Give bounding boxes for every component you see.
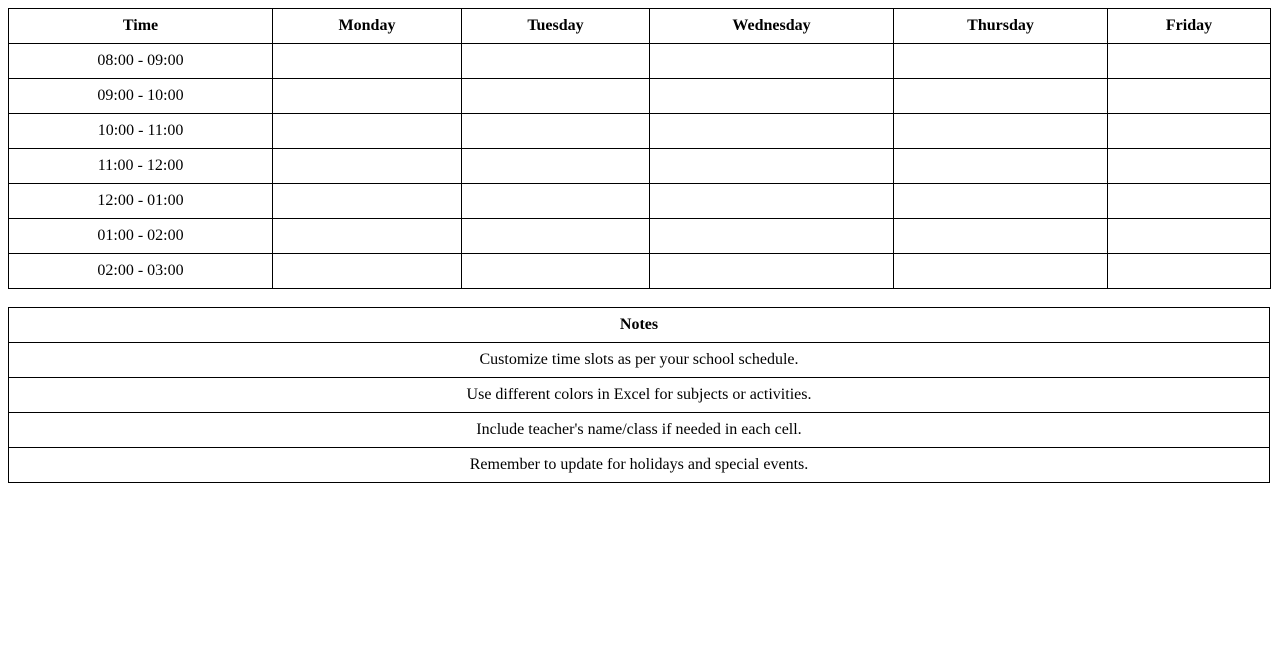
table-row: [9, 79, 1271, 114]
schedule-cell[interactable]: [273, 219, 462, 254]
schedule-cell[interactable]: [650, 254, 894, 289]
notes-header-row: [9, 308, 1270, 343]
schedule-cell[interactable]: [273, 114, 462, 149]
schedule-cell[interactable]: [462, 219, 650, 254]
schedule-cell[interactable]: [462, 184, 650, 219]
schedule-cell[interactable]: [1108, 114, 1271, 149]
schedule-cell[interactable]: [894, 149, 1108, 184]
table-row: [9, 114, 1271, 149]
schedule-cell[interactable]: [462, 254, 650, 289]
header-wednesday: Wednesday: [650, 9, 894, 44]
schedule-cell[interactable]: [650, 114, 894, 149]
time-slot: 09:00 - 10:00: [9, 79, 273, 114]
schedule-cell[interactable]: [894, 44, 1108, 79]
schedule-cell[interactable]: [273, 254, 462, 289]
header-monday: Monday: [273, 9, 462, 44]
table-row: [9, 254, 1271, 289]
list-item: [9, 343, 1270, 378]
schedule-cell[interactable]: [1108, 149, 1271, 184]
schedule-cell[interactable]: [273, 184, 462, 219]
list-item: [9, 413, 1270, 448]
schedule-cell[interactable]: [462, 114, 650, 149]
time-slot: 12:00 - 01:00: [9, 184, 273, 219]
note-text: Use different colors in Excel for subjects or activities.: [9, 378, 1270, 413]
header-friday: Friday: [1108, 9, 1271, 44]
schedule-cell[interactable]: [462, 44, 650, 79]
page-container: [8, 8, 1270, 483]
time-slot: 10:00 - 11:00: [9, 114, 273, 149]
schedule-cell[interactable]: [1108, 219, 1271, 254]
list-item: [9, 378, 1270, 413]
schedule-cell[interactable]: [650, 44, 894, 79]
header-thursday: Thursday: [894, 9, 1108, 44]
table-row: [9, 44, 1271, 79]
schedule-cell[interactable]: [1108, 254, 1271, 289]
schedule-cell[interactable]: [894, 219, 1108, 254]
notes-title: Notes: [9, 308, 1270, 343]
schedule-cell[interactable]: [1108, 184, 1271, 219]
schedule-cell[interactable]: [273, 44, 462, 79]
header-time: Time: [9, 9, 273, 44]
schedule-cell[interactable]: [650, 184, 894, 219]
schedule-cell[interactable]: [894, 114, 1108, 149]
schedule-cell[interactable]: [894, 254, 1108, 289]
schedule-cell[interactable]: [273, 149, 462, 184]
header-tuesday: Tuesday: [462, 9, 650, 44]
schedule-cell[interactable]: [650, 79, 894, 114]
schedule-cell[interactable]: [273, 79, 462, 114]
schedule-cell[interactable]: [650, 149, 894, 184]
note-text: Customize time slots as per your school schedule.: [9, 343, 1270, 378]
table-row: [9, 184, 1271, 219]
schedule-cell[interactable]: [894, 184, 1108, 219]
list-item: [9, 448, 1270, 483]
time-slot: 08:00 - 09:00: [9, 44, 273, 79]
schedule-cell[interactable]: [462, 149, 650, 184]
time-slot: 11:00 - 12:00: [9, 149, 273, 184]
schedule-cell[interactable]: [1108, 79, 1271, 114]
schedule-cell[interactable]: [462, 79, 650, 114]
note-text: Include teacher's name/class if needed in each cell.: [9, 413, 1270, 448]
time-slot: 02:00 - 03:00: [9, 254, 273, 289]
table-row: [9, 149, 1271, 184]
time-slot: 01:00 - 02:00: [9, 219, 273, 254]
note-text: Remember to update for holidays and special events.: [9, 448, 1270, 483]
notes-table: [8, 307, 1270, 483]
table-row: [9, 219, 1271, 254]
schedule-cell[interactable]: [650, 219, 894, 254]
timetable: [8, 8, 1271, 289]
schedule-cell[interactable]: [894, 79, 1108, 114]
timetable-header-row: [9, 9, 1271, 44]
schedule-cell[interactable]: [1108, 44, 1271, 79]
